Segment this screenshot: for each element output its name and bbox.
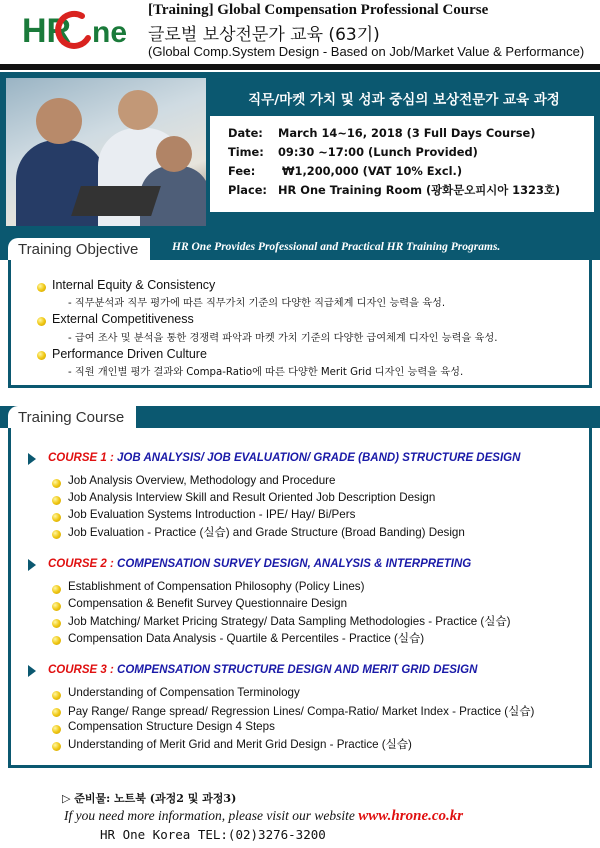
bullet-icon [37, 351, 46, 360]
bullet-icon [52, 619, 61, 628]
arrow-icon [28, 559, 36, 571]
course-number: COURSE 3 : [48, 664, 114, 676]
course-1-heading [48, 452, 520, 464]
objective-heading: Training Objective [8, 238, 150, 260]
course-item: Understanding of Compensation Terminology [68, 686, 300, 699]
course-title: COMPENSATION SURVEY DESIGN, ANALYSIS & INTERPRETING [117, 558, 472, 570]
bullet-icon [52, 479, 61, 488]
objective-title: External Competitiveness [52, 312, 194, 326]
course-item: Understanding of Merit Grid and Merit Grid Design - Practice (실습) [68, 738, 412, 751]
objective-desc: - 직무분석과 직무 평가에 따른 직무가치 기준의 다양한 직급체계 디자인 능력을 육성. [68, 298, 446, 309]
objective-title: Performance Driven Culture [52, 347, 207, 361]
bullet-icon [52, 725, 61, 734]
course-item: Compensation Structure Design 4 Steps [68, 720, 275, 733]
header-tag: [Training] Global Compensation Professional Course [148, 2, 489, 18]
footer-more-info [64, 808, 463, 825]
header-title: 글로벌 보상전문가 교육 (63기) [148, 25, 380, 45]
course-item: Job Analysis Overview, Methodology and Procedure [68, 474, 336, 487]
bullet-icon [52, 530, 61, 539]
course-item: Job Analysis Interview Skill and Result Oriented Job Description Design [68, 491, 436, 504]
course-number: COURSE 1 : [48, 452, 114, 464]
course-title: COMPENSATION STRUCTURE DESIGN AND MERIT GRID DESIGN [117, 664, 478, 676]
banner-title: 직무/마켓 가치 및 성과 중심의 보상전문가 교육 과정 [248, 92, 560, 108]
svg-text:ne: ne [92, 16, 128, 49]
bullet-icon [37, 283, 46, 292]
svg-text:HR: HR [22, 12, 72, 50]
info-place: Place: HR One Training Room (광화문오피시아 1323호) [228, 183, 561, 197]
bullet-icon [52, 691, 61, 700]
arrow-icon [28, 453, 36, 465]
header-divider [0, 64, 600, 70]
course-item: Job Evaluation - Practice (실습) and Grade Structure (Broad Banding) Design [68, 526, 465, 539]
objective-tagline: HR One Provides Professional and Practical HR Training Programs. [172, 241, 501, 253]
info-fee: Fee: ₩1,200,000 (VAT 10% Excl.) [228, 164, 463, 178]
bullet-icon [52, 496, 61, 505]
footer-more-info-text: If you need more information, please visit our website [64, 808, 359, 823]
objective-desc: - 직원 개인별 평가 결과와 Compa-Ratio에 따른 다양한 Merit Grid 디자인 능력을 육성. [68, 367, 464, 378]
info-time: Time: 09:30 ~17:00 (Lunch Provided) [228, 145, 478, 159]
course-item: Compensation & Benefit Survey Questionnaire Design [68, 597, 348, 610]
footer-prep: ▷ 준비물: 노트북 (과정2 및 과정3) [62, 792, 237, 805]
course-title: JOB ANALYSIS/ JOB EVALUATION/ GRADE (BAND) STRUCTURE DESIGN [117, 452, 521, 464]
info-date: Date: March 14~16, 2018 (3 Full Days Course) [228, 126, 536, 140]
header-subtitle: (Global Comp.System Design - Based on Job/Market Value & Performance) [148, 44, 585, 59]
bullet-icon [52, 602, 61, 611]
course-item: Job Evaluation Systems Introduction - IPE/ Hay/ Bi/Pers [68, 508, 356, 521]
course-number: COURSE 2 : [48, 558, 114, 570]
hrone-logo [22, 8, 132, 50]
footer-contact: HR One Korea TEL:(02)3276-3200 [100, 827, 326, 842]
hrone-logo-mark [22, 8, 132, 50]
banner-photo [6, 78, 206, 226]
course-heading: Training Course [8, 406, 136, 428]
bullet-icon [52, 585, 61, 594]
bullet-icon [52, 708, 61, 717]
bullet-icon [37, 317, 46, 326]
course-header [0, 406, 600, 428]
bullet-icon [52, 636, 61, 645]
course-item: Establishment of Compensation Philosophy (Policy Lines) [68, 580, 365, 593]
objective-header [0, 238, 600, 260]
course-item: Pay Range/ Range spread/ Regression Lines/ Compa-Ratio/ Market Index - Practice (실습) [68, 705, 535, 718]
bullet-icon [52, 742, 61, 751]
course-item: Compensation Data Analysis - Quartile & Percentiles - Practice (실습) [68, 632, 425, 645]
objective-title: Internal Equity & Consistency [52, 278, 216, 292]
course-2-heading [48, 558, 471, 570]
website-link[interactable]: www.hrone.co.kr [358, 808, 464, 824]
arrow-icon [28, 665, 36, 677]
course-item: Job Matching/ Market Pricing Strategy/ Data Sampling Methodologies - Practice (실습) [68, 615, 511, 628]
bullet-icon [52, 513, 61, 522]
course-info-box [210, 116, 594, 212]
objective-desc: - 급여 조사 및 분석을 통한 경쟁력 파악과 마켓 가치 기준의 다양한 급여체계 디자인 능력을 육성. [68, 333, 498, 344]
course-3-heading [48, 664, 477, 676]
